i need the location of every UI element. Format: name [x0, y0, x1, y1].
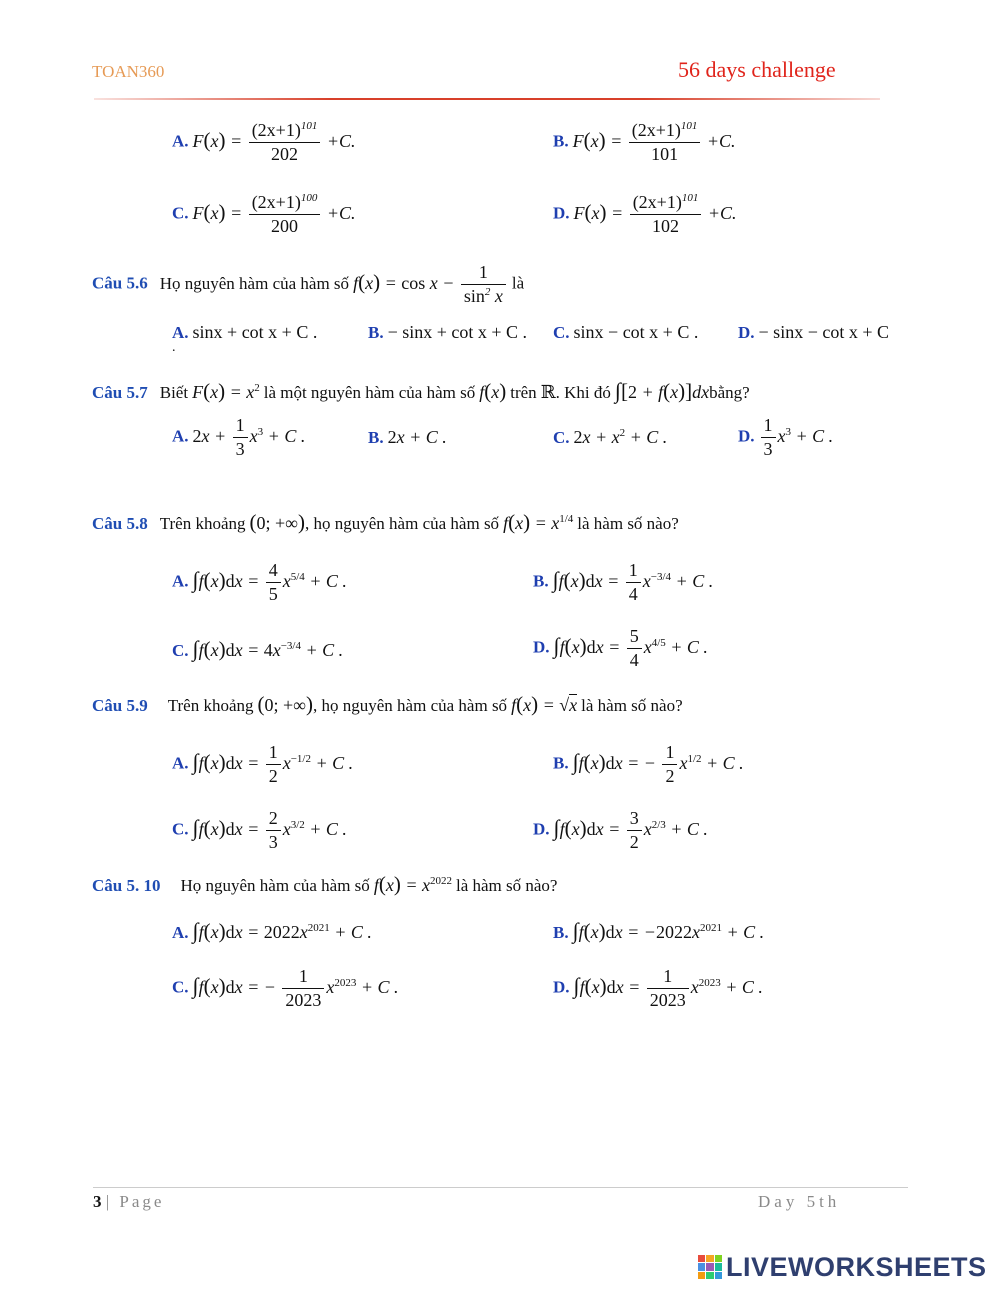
- q510-option-c[interactable]: C. ∫f(x)dx = − $\frac{1}{2023}$ $x^{2023} + C$ .: [172, 966, 399, 1010]
- q59-option-a[interactable]: A. ∫f(x)dx = $\frac{1}{2}$ $x^{-1/2} + C$ .: [172, 742, 354, 786]
- q59-option-c[interactable]: C. ∫f(x)dx = $\frac{2}{3}$ $x^{3/2} + C$ .: [172, 808, 347, 852]
- footer-day: Day 5th: [758, 1192, 841, 1211]
- q510-option-b[interactable]: B. $\int f(x)dx = -2022x^{2021} + C$ .: [553, 918, 765, 943]
- q56-dot: .: [172, 340, 176, 355]
- prev-option-b[interactable]: B. F(x) = $\frac{(2x+1)^{101}}{101}$ +C.: [553, 120, 736, 164]
- question-5-7: Câu 5.7 Biết $F(x) = x^2$ là một nguyên hàm của hàm số f(x) trên ℝ. Khi đó ∫[2 + f(x)]dxbằng?: [92, 378, 750, 403]
- liveworksheets-icon: [698, 1255, 722, 1279]
- q56-option-c[interactable]: C. sinx − cot x + C .: [553, 322, 699, 342]
- q510-option-a[interactable]: A. $\int f(x)dx = 2022x^{2021} + C$ .: [172, 918, 372, 943]
- q56-option-b[interactable]: B. − sinx + cot x + C .: [368, 322, 528, 342]
- q57-option-b[interactable]: B. 2x + C .: [368, 427, 447, 447]
- prev-option-c[interactable]: C. F(x) = $\frac{(2x+1)^{100}}{200}$ +C.: [172, 192, 356, 236]
- prev-option-d[interactable]: D. F(x) = $\frac{(2x+1)^{101}}{102}$ +C.: [553, 192, 737, 236]
- q58-option-c[interactable]: C. $\int f(x)dx = 4x^{-3/4} + C$ .: [172, 636, 344, 661]
- question-5-8: Câu 5.8 Trên khoảng (0; +∞), họ nguyên hàm của hàm số $f(x) = x^{1/4}$ là hàm số nào?: [92, 510, 679, 534]
- q59-option-b[interactable]: B. ∫f(x)dx = − $\frac{1}{2}$ $x^{1/2} + C$ .: [553, 742, 744, 786]
- footer-page: 3 | Page: [93, 1192, 165, 1211]
- q57-option-d[interactable]: D. $\frac{1}{3}$ $x^3 + C$ .: [738, 415, 834, 459]
- question-5-6: Câu 5.6 Họ nguyên hàm của hàm số f(x) = cos x − $\frac{1}{\sin^2 x}$ là: [92, 262, 525, 306]
- question-5-10: Câu 5. 10 Họ nguyên hàm của hàm số $f(x) = x^{2022}$ là hàm số nào?: [92, 872, 558, 896]
- q58-option-a[interactable]: A. ∫f(x)dx = $\frac{4}{5}$ $x^{5/4} + C$ .: [172, 560, 347, 604]
- question-5-9: Câu 5.9 Trên khoảng (0; +∞), họ nguyên hàm của hàm số f(x) = √x là hàm số nào?: [92, 692, 683, 716]
- liveworksheets-logo[interactable]: [698, 1252, 987, 1282]
- q57-option-a[interactable]: A. 2x + $\frac{1}{3}$ $x^3 + C$ .: [172, 415, 306, 459]
- prev-option-a[interactable]: A. F(x) = $\frac{(2x+1)^{101}}{202}$ +C.: [172, 120, 356, 164]
- q58-option-b[interactable]: B. ∫f(x)dx = $\frac{1}{4}$ $x^{-3/4} + C$ .: [533, 560, 714, 604]
- q58-option-d[interactable]: D. ∫f(x)dx = $\frac{5}{4}$ $x^{4/5} + C$ .: [533, 626, 708, 670]
- q56-option-a[interactable]: A. sinx + cot x + C .: [172, 322, 318, 342]
- header-divider: [94, 98, 880, 100]
- q56-option-d[interactable]: D. − sinx − cot x + C: [738, 322, 889, 342]
- q59-option-d[interactable]: D. ∫f(x)dx = $\frac{3}{2}$ $x^{2/3} + C$ .: [533, 808, 708, 852]
- q510-option-d[interactable]: D. ∫f(x)dx = $\frac{1}{2023}$ $x^{2023} + C$ .: [553, 966, 763, 1010]
- q57-option-c[interactable]: C. $2x + x^2 + C$ .: [553, 427, 668, 447]
- footer-divider: [93, 1187, 908, 1188]
- liveworksheets-text: LIVEWORKSHEETS: [726, 1251, 987, 1282]
- header-brand: TOAN360: [92, 62, 165, 81]
- header-title: 56 days challenge: [678, 57, 836, 82]
